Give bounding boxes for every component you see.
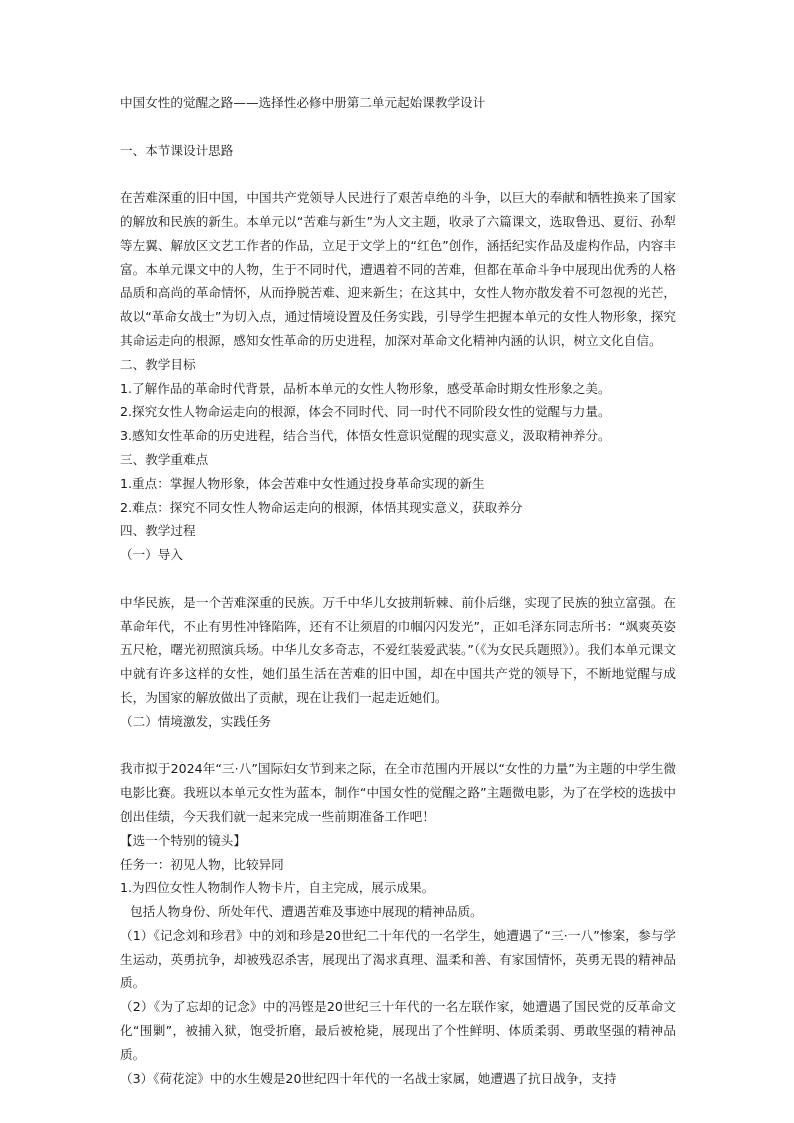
subsection-heading-intro: （一）导入 bbox=[120, 547, 183, 563]
spacer bbox=[120, 162, 676, 186]
goal-item: 2.探究女性人物命运走向的根源，体会不同时代、同一时代不同阶段女性的觉醒与力量。 bbox=[120, 404, 611, 420]
section-heading-design: 一、本节课设计思路 bbox=[120, 142, 234, 158]
keypoint-item: 1.重点：掌握人物形象，体会苦难中女性通过投身革命实现的新生 bbox=[120, 475, 485, 491]
goal-item: 3.感知女性革命的历史进程，结合当代，体悟女性意识觉醒的现实意义，汲取精神养分。 bbox=[120, 428, 611, 444]
keypoint-item: 2.难点：探究不同女性人物命运走向的根源，体悟其现实意义，获取养分 bbox=[120, 499, 523, 515]
character-entry: （1）《记念刘和珍君》中的刘和珍是20世纪二十年代的一名学生，她遭遇了“三·一八”惨案，参与学生运动，英勇抗争，却被残忍杀害，展现出了渴求真理、温柔和善、有家国情怀，英勇无畏的精神品质。 bbox=[120, 927, 676, 991]
character-entry: （2）《为了忘却的记念》中的冯铿是20世纪三十年代的一名左联作家，她遭遇了国民党的反革命文化“围剿”，被捕入狱，饱受折磨，最后被枪毙，展现出了个性鲜明、体质柔弱、勇敢坚强的精神品质。 bbox=[120, 999, 676, 1062]
character-entry: （3）《荷花淀》中的水生嫂是20世纪四十年代的一名战士家属，她遭遇了抗日战争，支持 bbox=[120, 1070, 617, 1086]
spacer bbox=[120, 734, 676, 758]
goal-item: 1.了解作品的革命时代背景，品析本单元的女性人物形象，感受革命时期女性形象之美。 bbox=[120, 380, 611, 396]
bracket-title: 【选一个特别的镜头】 bbox=[120, 832, 246, 848]
design-paragraph: 在苦难深重的旧中国，中国共产党领导人民进行了艰苦卓绝的斗争，以巨大的奉献和牺牲换来了国家的解放和民族的新生。本单元以“苦难与新生”为人文主题，收录了六篇课文，选取鲁迅、夏衍、孙犁等左翼、解放区文艺工作者的作品，立足于文学上的“红色”创作，涵括纪实作品及虚构作品，内容丰富。本单元课文中的人物，生于不同时代，遭遇着不同的苦难，但都在革命斗争中展现出优秀的人格品质和高尚的革命情怀，从而挣脱苦难、迎来新生；在这其中，女性人物亦散发着不可忽视的光芒，故以“革命女战士”为切入点，通过情境设置及任务实践，引导学生把握本单元的女性人物形象，探究其命运走向的根源，感知女性革命的历史进程，加深对革命文化精神内涵的认识，树立文化自信。 bbox=[120, 190, 676, 348]
document-body bbox=[120, 91, 676, 1090]
scenario-paragraph: 我市拟于2024年“三·八”国际妇女节到来之际，在全市范围内开展以“女性的力量”为主题的中学生微电影比赛。我班以本单元女性为蓝本，制作“中国女性的觉醒之路”主题微电影，为了在学校的选拔中创出佳绩，今天我们就一起来完成一些前期准备工作吧！ bbox=[120, 761, 676, 824]
document-title: 中国女性的觉醒之路——选择性必修中册第二单元起始课教学设计 bbox=[120, 95, 486, 110]
section-heading-keypoints: 三、教学重难点 bbox=[120, 451, 209, 467]
task-note: 包括人物身份、所处年代、遭遇苦难及事迹中展现的精神品质。 bbox=[130, 904, 483, 920]
intro-paragraph: 中华民族，是一个苦难深重的民族。万千中华儿女披荆斩棘、前仆后继，实现了民族的独立富强。在革命年代，不止有男性冲锋陷阵，还有不让须眉的巾帼闪闪发光”，正如毛泽东同志所书：“飒爽英姿五尺枪，曙光初照演兵场。中华儿女多奇志，不爱红装爱武装。”（《为女民兵题照》）。我们本单元课文中就有许多这样的女性，她们虽生活在苦难的旧中国，却在中国共产党的领导下，不断地觉醒与成长，为国家的解放做出了贡献，现在让我们一起走近她们。 bbox=[120, 594, 676, 705]
spacer bbox=[120, 567, 676, 591]
spacer bbox=[120, 115, 676, 139]
section-heading-process: 四、教学过程 bbox=[120, 523, 196, 539]
task-heading: 任务一：初见人物，比较异同 bbox=[120, 856, 284, 872]
subsection-heading-task: （二）情境激发，实践任务 bbox=[120, 713, 272, 729]
section-heading-goals: 二、教学目标 bbox=[120, 356, 196, 372]
task-step: 1.为四位女性人物制作人物卡片，自主完成，展示成果。 bbox=[120, 880, 435, 896]
